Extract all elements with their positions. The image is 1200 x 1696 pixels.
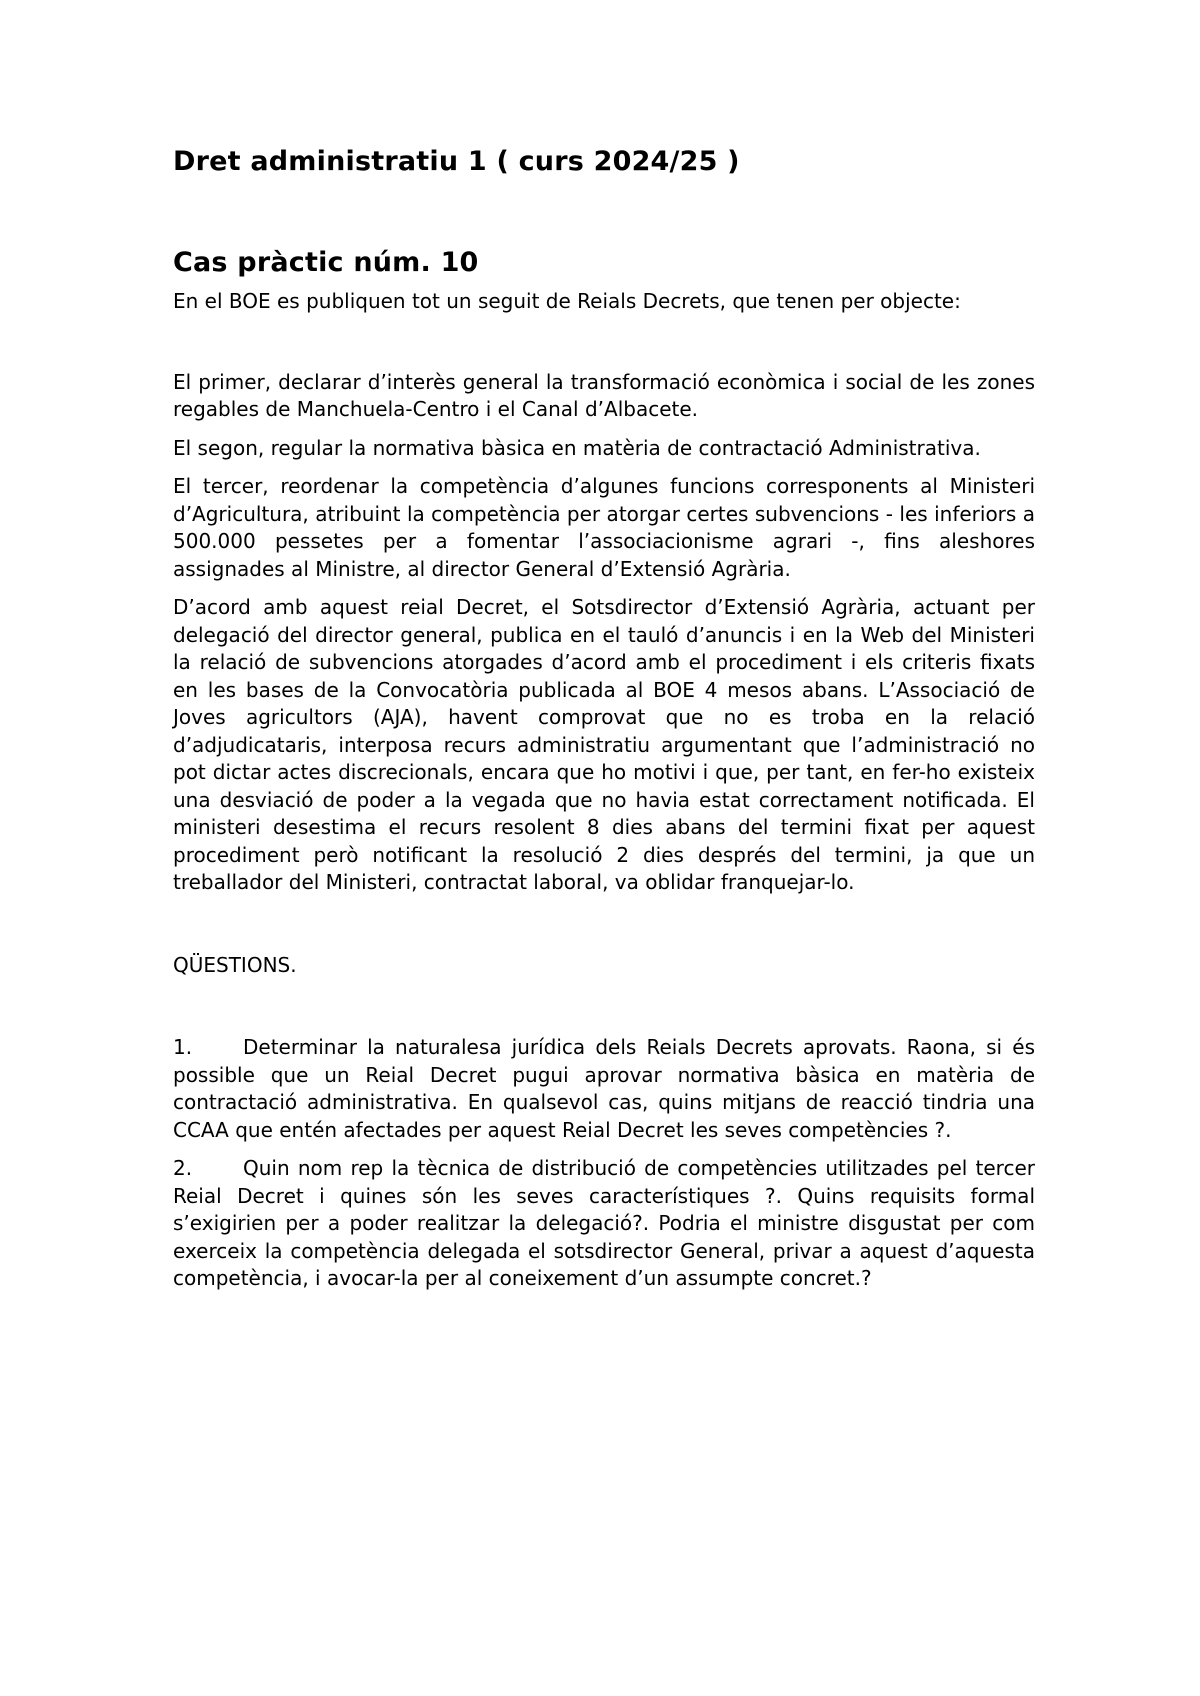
document-title: Dret administratiu 1 ( curs 2024/25 ) — [173, 146, 740, 177]
paragraph-intro: En el BOE es publiquen tot un seguit de Reials Decrets, que tenen per objecte: — [173, 289, 961, 313]
paragraph-first-decree: El primer, declarar d’interès general la transformació econòmica i social de les zones regables de Manchuela-Centro i el Canal d’Albacete. — [173, 369, 1035, 421]
question-item — [173, 1034, 1035, 1144]
question-number: 1. — [173, 1035, 193, 1059]
question-text: Determinar la naturalesa jurídica dels Reials Decrets aprovats. Raona, si és possible que un Reial Decret pugui aprovar normativa bàsica en matèria de contractació administrativa. En qualsevol cas, quins mitjans de reacció tindria una CCAA que entén afectades per aquest Reial Decret les seves competències ?. — [173, 1035, 1035, 1142]
case-title: Cas pràctic núm. 10 — [173, 247, 479, 278]
question-item — [173, 1155, 1035, 1293]
paragraph-second-decree: El segon, regular la normativa bàsica en matèria de contractació Administrativa. — [173, 435, 981, 460]
question-number: 2. — [173, 1156, 193, 1180]
question-text: Quin nom rep la tècnica de distribució de competències utilitzades pel tercer Reial Decret i quines són les seves característiques ?. Quins requisits formal s’exigirien per a poder realitzar la delegació?. Podria el ministre disgustat per com exerceix la competència delegada el sotsdirector General, privar a aquest d’aquesta competència, i avocar-la per al coneixement d’un assumpte concret.? — [173, 1156, 1035, 1290]
document-page — [173, 138, 1035, 1304]
paragraph-third-decree: El tercer, reordenar la competència d’algunes funcions corresponents al Ministeri d’Agricultura, atribuint la competència per atorgar certes subvencions - les inferiors a 500.000 pessetes per a fomentar l’associacionisme agrari -, fins aleshores assignades al Ministre, al director General d’Extensió Agrària. — [173, 474, 1035, 581]
paragraph-case-facts: D’acord amb aquest reial Decret, el Sotsdirector d’Extensió Agrària, actuant per delegació del director general, publica en el tauló d’anuncis i en la Web del Ministeri la relació de subvencions atorgades d’acord amb el procediment i els criteris fixats en les bases de la Convocatòria publicada al BOE 4 mesos abans. L’Associació de Joves agricultors (AJA), havent comprovat que no es troba en la relació d’adjudicataris, interposa recurs administratiu argumentant que l’administració no pot dictar actes discrecionals, encara que ho motivi i que, per tant, en fer-ho existeix una desviació de poder a la vegada que no havia estat correctament notificada. El ministeri desestima el recurs resolent 8 dies abans del termini fixat per aquest procediment però notificant la resolució 2 dies després del termini, ja que un treballador del Ministeri, contractat laboral, va oblidar franquejar-lo. — [173, 595, 1035, 894]
questions-heading: QÜESTIONS. — [173, 952, 297, 977]
